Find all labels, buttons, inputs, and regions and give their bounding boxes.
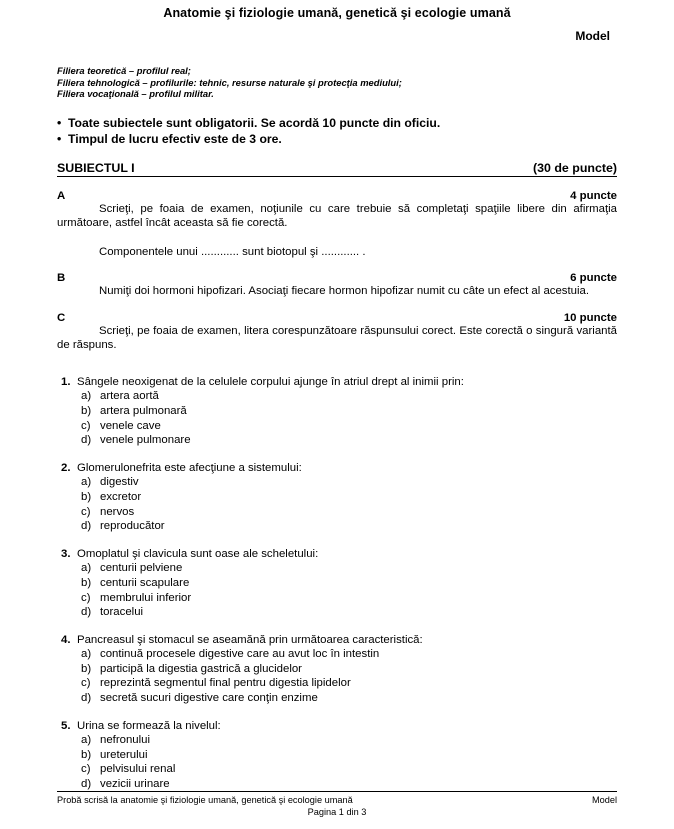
document-content bbox=[57, 0, 617, 792]
option-text: nervos bbox=[100, 505, 135, 518]
section-a-points: 4 puncte bbox=[570, 189, 617, 202]
option-text: digestiv bbox=[100, 476, 139, 489]
option-text: toracelui bbox=[100, 606, 144, 619]
question-item bbox=[57, 547, 617, 620]
option-text: reproducător bbox=[100, 520, 165, 533]
option-letter: a) bbox=[81, 734, 92, 747]
subject-title: SUBIECTUL I bbox=[57, 160, 135, 175]
subject-heading bbox=[57, 161, 617, 177]
option-letter: a) bbox=[81, 648, 92, 661]
question-option[interactable] bbox=[57, 647, 617, 662]
option-text: venele cave bbox=[100, 419, 161, 432]
question-option[interactable] bbox=[57, 662, 617, 677]
question-text: Sângele neoxigenat de la celulele corpului ajunge în atriul drept al inimii prin: bbox=[77, 375, 464, 388]
subject-points: (30 de puncte) bbox=[533, 160, 617, 175]
option-letter: c) bbox=[81, 505, 91, 518]
section-b-label: B bbox=[57, 272, 66, 285]
question-option[interactable] bbox=[57, 691, 617, 706]
option-letter: b) bbox=[81, 576, 92, 589]
footer-top-row bbox=[57, 794, 617, 806]
rule-item bbox=[57, 131, 617, 148]
option-letter: a) bbox=[81, 390, 92, 403]
option-text: membrului inferior bbox=[100, 591, 192, 604]
filiera-block bbox=[57, 65, 617, 100]
option-letter: c) bbox=[81, 677, 91, 690]
option-text: venele pulmonare bbox=[100, 434, 191, 447]
footer-model-label: Model bbox=[591, 795, 617, 805]
option-text: participă la digestia gastrică a glucidelor bbox=[100, 662, 302, 675]
question-number: 3. bbox=[61, 547, 71, 560]
option-letter: d) bbox=[81, 520, 92, 533]
option-text: pelvisului renal bbox=[100, 763, 176, 776]
question-stem bbox=[57, 461, 617, 476]
option-letter: b) bbox=[81, 490, 92, 503]
option-letter: b) bbox=[81, 662, 92, 675]
option-letter: d) bbox=[81, 778, 92, 791]
option-text: continuă procesele digestive care au avut loc în intestin bbox=[100, 648, 380, 661]
question-number: 2. bbox=[61, 461, 71, 474]
option-text: artera pulmonară bbox=[100, 404, 187, 417]
section-a-body bbox=[57, 202, 617, 231]
option-text: centurii scapulare bbox=[100, 576, 190, 589]
section-c-label: C bbox=[57, 311, 66, 324]
filiera-line-3: Filiera vocaţională – profilul militar. bbox=[57, 88, 214, 100]
question-text: Omoplatul şi clavicula sunt oase ale scheletului: bbox=[77, 547, 319, 560]
question-stem bbox=[57, 633, 617, 648]
question-stem bbox=[57, 719, 617, 734]
footer-exam-name: Probă scrisă la anatomie şi fiziologie umană, genetică şi ecologie umană bbox=[57, 795, 353, 805]
section-b-body bbox=[57, 284, 617, 299]
option-letter: d) bbox=[81, 606, 92, 619]
option-text: artera aortă bbox=[100, 390, 159, 403]
question-number: 4. bbox=[61, 633, 71, 646]
section-b-points: 6 puncte bbox=[570, 272, 617, 285]
section-c-points: 10 puncte bbox=[563, 311, 617, 324]
section-c-heading bbox=[57, 312, 617, 324]
question-option[interactable] bbox=[57, 777, 617, 792]
section-c-body bbox=[57, 324, 617, 353]
question-stem bbox=[57, 375, 617, 390]
section-a-text: Scrieţi, pe foaia de examen, noţiunile cu care trebuie să completaţi spaţiile libere din afirmaţia următoare, astfel încât aceasta să fie corectă. bbox=[57, 202, 617, 230]
section-a-label: A bbox=[57, 189, 66, 202]
question-number: 1. bbox=[61, 375, 71, 388]
option-letter: b) bbox=[81, 748, 92, 761]
question-option[interactable] bbox=[57, 389, 617, 404]
question-item bbox=[57, 719, 617, 792]
question-stem bbox=[57, 547, 617, 562]
option-letter: c) bbox=[81, 419, 91, 432]
option-text: excretor bbox=[100, 490, 142, 503]
question-option[interactable] bbox=[57, 733, 617, 748]
section-a-statement: Componentele unui ............ sunt biotopul şi ............ . bbox=[99, 245, 366, 258]
section-b-heading bbox=[57, 272, 617, 284]
section-a-heading bbox=[57, 190, 617, 202]
page-title: Anatomie şi fiziologie umană, genetică şi ecologie umană bbox=[163, 6, 511, 20]
option-letter: a) bbox=[81, 476, 92, 489]
section-c-text: Scrieţi, pe foaia de examen, litera corespunzătoare răspunsului corect. Este corectă o singură variantă de răspuns. bbox=[57, 324, 617, 352]
question-option[interactable] bbox=[57, 419, 617, 434]
question-option[interactable] bbox=[57, 676, 617, 691]
question-option[interactable] bbox=[57, 490, 617, 505]
bullet-icon: • bbox=[57, 132, 62, 147]
filiera-line-1: Filiera teoretică – profilul real; bbox=[57, 65, 191, 76]
bullet-icon: • bbox=[57, 115, 62, 130]
option-text: vezicii urinare bbox=[100, 778, 170, 791]
option-text: nefronului bbox=[100, 734, 151, 747]
option-letter: c) bbox=[81, 591, 91, 604]
filiera-line-2: Filiera tehnologică – profilurile: tehnic, resurse naturale şi protecţia mediului; bbox=[57, 76, 402, 88]
question-option[interactable] bbox=[57, 404, 617, 419]
question-option[interactable] bbox=[57, 762, 617, 777]
option-text: centurii pelviene bbox=[100, 562, 183, 575]
footer-page-number: Pagina 1 din 3 bbox=[307, 807, 367, 817]
question-item bbox=[57, 375, 617, 448]
model-label-top: Model bbox=[575, 29, 610, 43]
option-letter: d) bbox=[81, 692, 92, 705]
option-text: ureterului bbox=[100, 748, 148, 761]
rule-item bbox=[57, 115, 617, 132]
exam-rules-list bbox=[57, 115, 617, 148]
question-option[interactable] bbox=[57, 433, 617, 448]
question-text: Urina se formează la nivelul: bbox=[77, 719, 221, 732]
question-option[interactable] bbox=[57, 591, 617, 606]
questions-list bbox=[57, 375, 617, 792]
question-option[interactable] bbox=[57, 505, 617, 520]
question-option[interactable] bbox=[57, 475, 617, 490]
rule-text: Timpul de lucru efectiv este de 3 ore. bbox=[68, 132, 282, 147]
option-text: secretă sucuri digestive care conţin enzime bbox=[100, 692, 318, 705]
page-footer bbox=[57, 791, 617, 818]
option-letter: b) bbox=[81, 404, 92, 417]
question-item bbox=[57, 633, 617, 706]
rule-text: Toate subiectele sunt obligatorii. Se acordă 10 puncte din oficiu. bbox=[68, 115, 441, 130]
question-text: Pancreasul şi stomacul se aseamănă prin următoarea caracteristică: bbox=[77, 633, 423, 646]
option-letter: a) bbox=[81, 562, 92, 575]
question-item bbox=[57, 461, 617, 534]
question-number: 5. bbox=[61, 719, 71, 732]
option-text: reprezintă segmentul final pentru digestia lipidelor bbox=[100, 677, 351, 690]
option-letter: d) bbox=[81, 434, 92, 447]
question-option[interactable] bbox=[57, 748, 617, 763]
question-option[interactable] bbox=[57, 519, 617, 534]
question-option[interactable] bbox=[57, 605, 617, 620]
question-option[interactable] bbox=[57, 561, 617, 576]
question-option[interactable] bbox=[57, 576, 617, 591]
section-b-text: Numiţi doi hormoni hipofizari. Asociaţi fiecare hormon hipofizar numit cu câte un efect al acestuia. bbox=[99, 285, 590, 298]
question-text: Glomerulonefrita este afecţiune a sistemului: bbox=[77, 461, 302, 474]
option-letter: c) bbox=[81, 763, 91, 776]
